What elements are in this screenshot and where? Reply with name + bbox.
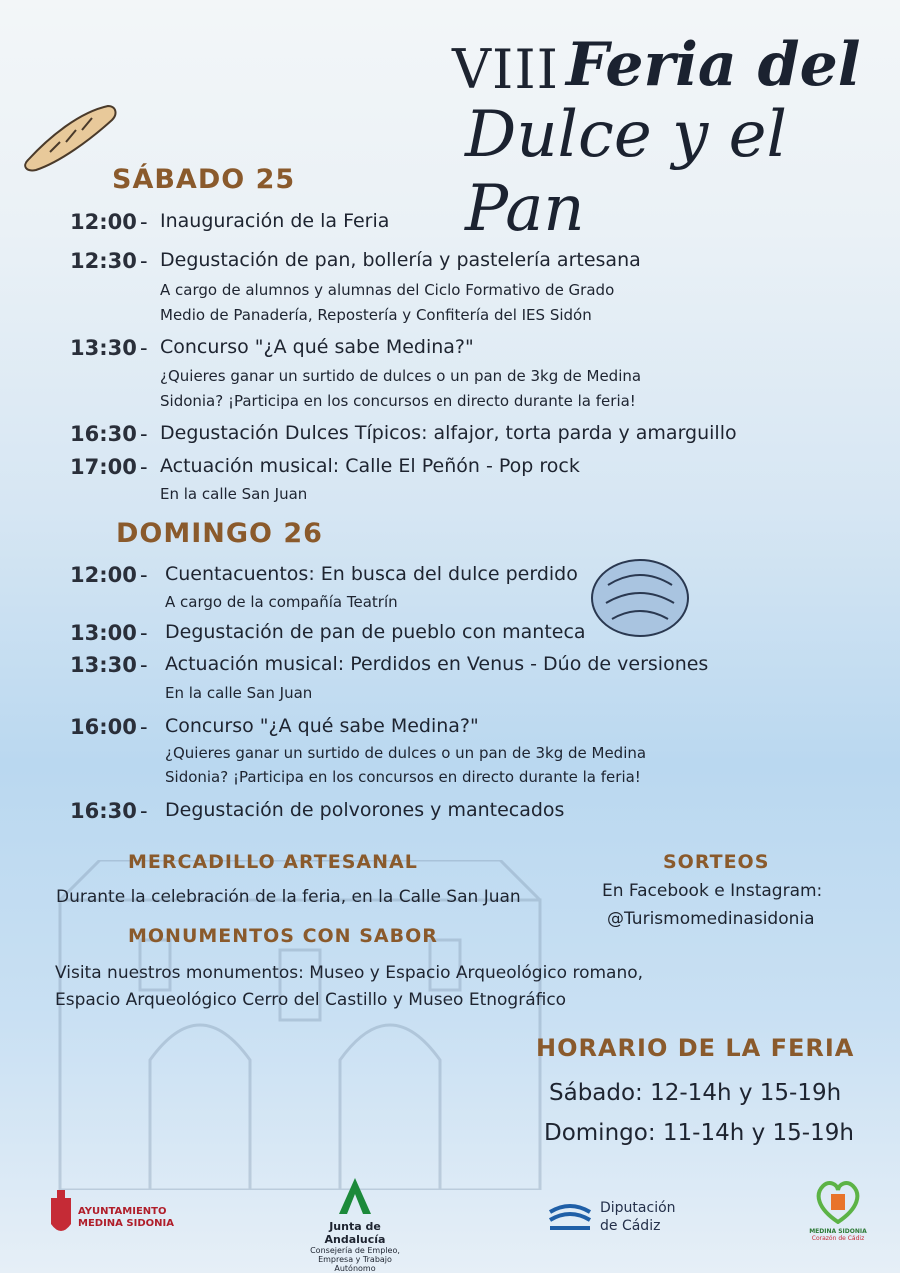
heart-icon <box>813 1180 863 1224</box>
dash: - <box>140 210 148 234</box>
event-desc: Actuación musical: Perdidos en Venus - Dúo de versiones <box>165 653 709 675</box>
event-time: 16:30 <box>70 422 137 446</box>
horario-title: HORARIO DE LA FERIA <box>536 1034 855 1062</box>
bread-loaf-icon <box>588 555 692 641</box>
junta-sub1: Consejería de Empleo, <box>310 1246 400 1255</box>
event-desc: Concurso "¿A qué sabe Medina?" <box>160 336 474 358</box>
title-line2: Dulce y el Pan <box>465 98 787 246</box>
ms-text2: Corazón de Cádiz <box>811 1235 865 1242</box>
event-time: 17:00 <box>70 455 137 479</box>
event-desc: Concurso "¿A qué sabe Medina?" <box>165 715 479 737</box>
event-sub: Medio de Panadería, Repostería y Confitería del IES Sidón <box>160 306 592 324</box>
horario-sunday: Domingo: 11-14h y 15-19h <box>544 1120 854 1146</box>
monumentos-line1: Visita nuestros monumentos: Museo y Espacio Arqueológico romano, <box>55 963 644 983</box>
sorteos-line1: En Facebook e Instagram: <box>602 881 823 901</box>
dash: - <box>140 621 148 645</box>
horario-saturday: Sábado: 12-14h y 15-19h <box>549 1080 842 1106</box>
event-desc: Degustación de polvorones y mantecados <box>165 799 565 821</box>
event-desc: Actuación musical: Calle El Peñón - Pop rock <box>160 455 580 477</box>
event-time: 12:00 <box>70 210 137 234</box>
mercadillo-text: Durante la celebración de la feria, en la Calle San Juan <box>56 887 521 907</box>
dash: - <box>140 799 148 823</box>
dash: - <box>140 249 148 273</box>
event-sub: A cargo de la compañía Teatrín <box>165 593 398 611</box>
monumentos-title: MONUMENTOS CON SABOR <box>128 925 438 947</box>
event-desc: Inauguración de la Feria <box>160 210 390 232</box>
ms-text1: MEDINA SIDONIA <box>809 1228 867 1235</box>
ayuntamiento-logo <box>48 1188 188 1240</box>
dip-text1: Diputación <box>600 1200 676 1216</box>
junta-sub2: Empresa y Trabajo Autónomo <box>318 1255 392 1273</box>
event-desc: Degustación Dulces Típicos: alfajor, torta parda y amarguillo <box>160 422 737 444</box>
junta-logo <box>300 1176 410 1273</box>
event-sub: A cargo de alumnos y alumnas del Ciclo Formativo de Grado <box>160 281 615 299</box>
event-sub: Sidonia? ¡Participa en los concursos en directo durante la feria! <box>160 392 636 410</box>
sunday-heading: DOMINGO 26 <box>116 518 323 549</box>
diputacion-logo <box>548 1198 678 1238</box>
saturday-heading: SÁBADO 25 <box>112 164 296 195</box>
event-sub: En la calle San Juan <box>160 485 308 503</box>
event-time: 16:30 <box>70 799 137 823</box>
event-time: 13:00 <box>70 621 137 645</box>
junta-text: Junta de Andalucía <box>324 1220 386 1246</box>
dash: - <box>140 653 148 677</box>
dash: - <box>140 563 148 587</box>
event-sub: ¿Quieres ganar un surtido de dulces o un pan de 3kg de Medina <box>165 744 647 762</box>
edition-numeral: VIII <box>452 38 559 101</box>
dash: - <box>140 455 148 479</box>
junta-icon <box>335 1176 375 1216</box>
dash: - <box>140 422 148 446</box>
event-time: 12:00 <box>70 563 137 587</box>
event-sub: ¿Quieres ganar un surtido de dulces o un pan de 3kg de Medina <box>160 367 642 385</box>
baguette-icon <box>20 96 120 176</box>
event-desc: Cuentacuentos: En busca del dulce perdido <box>165 563 578 585</box>
ayto-text2: MEDINA SIDONIA <box>78 1218 174 1229</box>
mercadillo-title: MERCADILLO ARTESANAL <box>128 851 418 873</box>
dash: - <box>140 715 148 739</box>
dash: - <box>140 336 148 360</box>
diputacion-icon <box>548 1200 592 1230</box>
event-time: 13:30 <box>70 336 137 360</box>
event-sub: En la calle San Juan <box>165 684 313 702</box>
event-time: 16:00 <box>70 715 137 739</box>
event-time: 12:30 <box>70 249 137 273</box>
dip-text2: de Cádiz <box>600 1218 661 1234</box>
title-line1: Feria del <box>566 30 861 100</box>
crest-icon <box>48 1188 74 1240</box>
event-sub: Sidonia? ¡Participa en los concursos en directo durante la feria! <box>165 768 641 786</box>
building-illustration <box>20 860 580 1190</box>
sorteos-handle: @Turismomedinasidonia <box>607 909 815 929</box>
sorteos-title: SORTEOS <box>663 851 770 873</box>
event-desc: Degustación de pan, bollería y pastelería artesana <box>160 249 641 271</box>
ayto-text1: AYUNTAMIENTO <box>78 1206 167 1217</box>
medina-sidonia-logo <box>808 1180 868 1250</box>
event-time: 13:30 <box>70 653 137 677</box>
event-desc: Degustación de pan de pueblo con manteca <box>165 621 586 643</box>
monumentos-line2: Espacio Arqueológico Cerro del Castillo y Museo Etnográfico <box>55 990 567 1010</box>
